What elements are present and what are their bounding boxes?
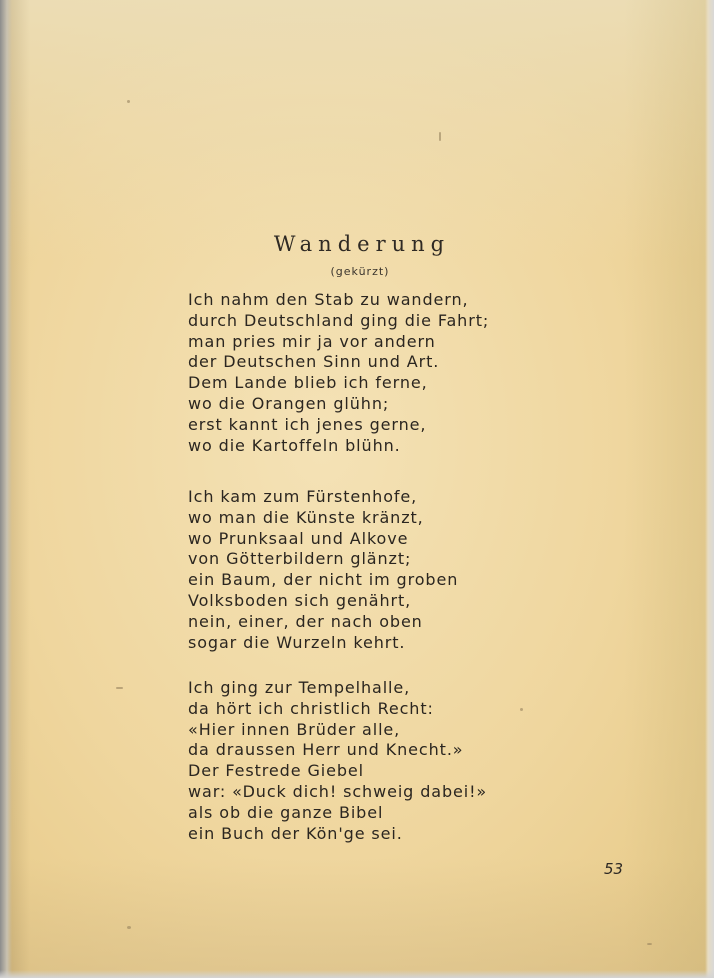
poem-subtitle: (gekürzt) (330, 265, 390, 278)
stanza (188, 487, 588, 653)
verse-line: durch Deutschland ging die Fahrt; (188, 310, 490, 330)
verse-line: wo man die Künste kränzt, (188, 507, 424, 527)
verse-line: wo Prunksaal und Alkove (188, 528, 409, 548)
paper-speck (439, 132, 441, 141)
verse-line: erst kannt ich jenes gerne, (188, 414, 427, 434)
verse-line: Dem Lande blieb ich ferne, (188, 373, 428, 393)
verse-line: wo die Kartoffeln blühn. (188, 435, 401, 455)
verse-line: wo die Orangen glühn; (188, 393, 390, 413)
page-bottom-edge (0, 970, 714, 978)
verse-line: Der Festrede Giebel (188, 761, 364, 781)
verse-line: der Deutschen Sinn und Art. (188, 352, 440, 372)
stanza (188, 290, 588, 456)
page-spine-shadow (0, 0, 12, 978)
verse-line: da hört ich christlich Recht: (188, 698, 434, 718)
verse-line: Volksboden sich genährt, (188, 590, 412, 610)
verse-line: man pries mir ja vor andern (188, 331, 436, 351)
paper-speck (116, 687, 123, 689)
poem-title: Wanderung (273, 232, 451, 256)
verse-line: war: «Duck dich! schweig dabei!» (188, 781, 488, 801)
verse-line: als ob die ganze Bibel (188, 802, 384, 822)
paper-speck (127, 926, 131, 929)
verse-line: da draussen Herr und Knecht.» (188, 740, 464, 760)
verse-line: Ich ging zur Tempelhalle, (188, 678, 411, 697)
verse-line: nein, einer, der nach oben (188, 611, 423, 631)
paper-speck (127, 100, 130, 103)
page-right-edge (705, 0, 714, 978)
page-number: 53 (604, 860, 624, 878)
verse-line: Ich nahm den Stab zu wandern, (188, 290, 469, 309)
stanza (188, 678, 588, 844)
verse-line: ein Baum, der nicht im groben (188, 570, 459, 590)
verse-line: sogar die Wurzeln kehrt. (188, 632, 406, 652)
verse-line: Ich kam zum Fürstenhofe, (188, 487, 418, 506)
verse-line: von Götterbildern glänzt; (188, 549, 412, 569)
verse-line: «Hier innen Brüder alle, (188, 719, 401, 739)
verse-line: ein Buch der Kön'ge sei. (188, 823, 403, 843)
paper-speck (647, 943, 652, 945)
